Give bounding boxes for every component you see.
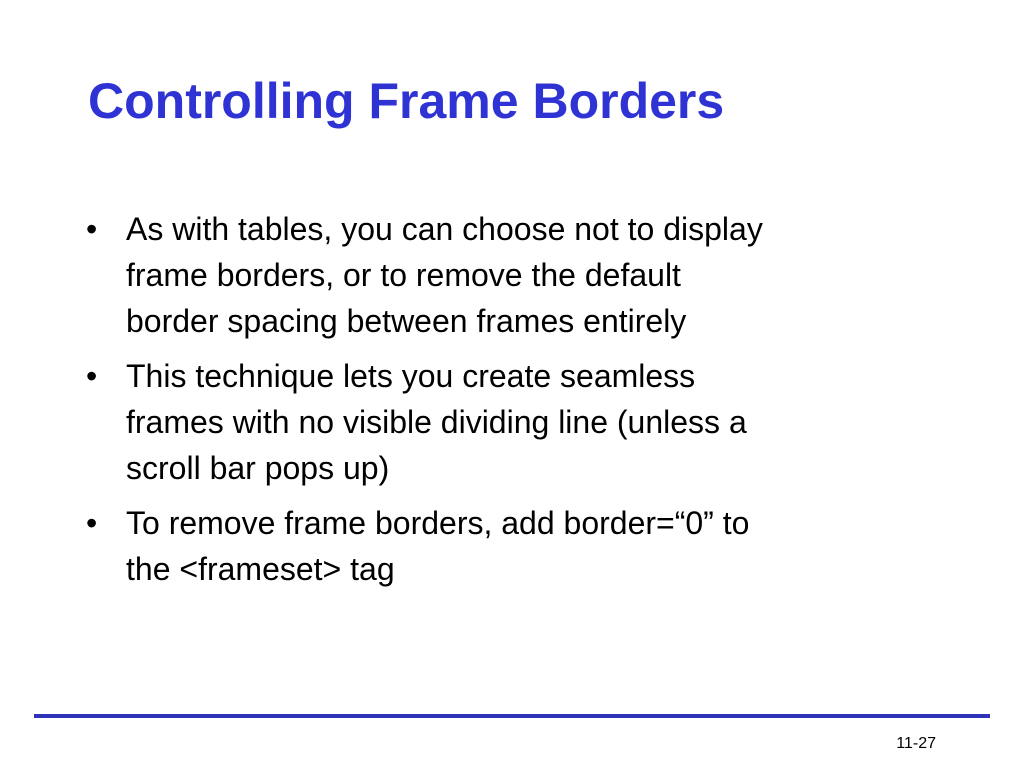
bullet-item [84, 206, 934, 344]
bullet-item [84, 353, 934, 491]
bullet-text: As with tables, you can choose not to display frame borders, or to remove the default border spacing between frames entirely [126, 211, 763, 339]
footer-divider [34, 714, 990, 718]
bullet-item [84, 500, 934, 592]
slide-number: 11-27 [896, 735, 936, 752]
bullet-text: This technique lets you create seamless frames with no visible dividing line (unless a scroll bar pops up) [126, 358, 747, 486]
bullet-marker: • [86, 211, 98, 247]
bullet-list [84, 206, 934, 601]
slide-title: Controlling Frame Borders [88, 73, 725, 129]
bullet-marker: • [86, 358, 98, 394]
bullet-text: To remove frame borders, add border=“0” to the <frameset> tag [126, 505, 750, 587]
bullet-marker: • [86, 505, 98, 541]
